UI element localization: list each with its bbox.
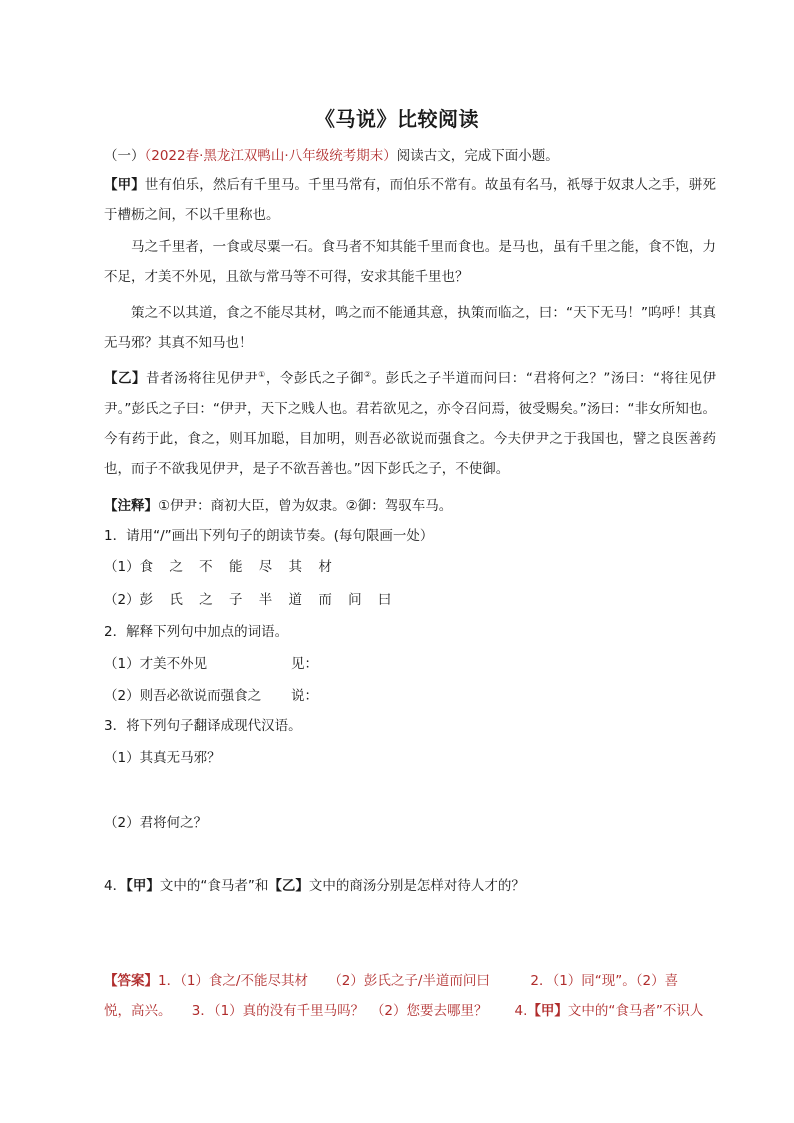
answer-tag: 【答案】	[104, 973, 158, 989]
jia-text-1: 世有伯乐，然后有千里马。千里马常有，而伯乐不常有。故虽有名马，祇辱于奴隶人之手，骈死于槽枥之间，不以千里称也。	[104, 177, 717, 223]
answer-text-2b: 文中的“食马者”不识人	[567, 1003, 704, 1019]
question-4-stem	[104, 876, 525, 896]
instruction-text: 阅读古文，完成下面小题。	[396, 148, 559, 164]
answer-line-1	[104, 966, 716, 996]
jia-text-2: 马之千里者，一食或尽粟一石。食马者不知其能千里而食也。是马也，虽有千里之能，食不饱，力不足，才美不外见，且欲与常马等不可得，安求其能千里也？	[104, 239, 716, 285]
note-line	[104, 496, 452, 516]
answer-text-1: 1．（1）食之/不能尽其材 （2）彭氏之子/半道而问曰 2．（1）同“现”。（2）喜	[158, 973, 679, 989]
answer-line-2	[104, 996, 716, 1026]
yi-text-a: 昔者汤将往见伊尹	[146, 370, 259, 387]
question-2-item-1	[104, 654, 207, 674]
yi-text-b: ，令彭氏之子御	[265, 370, 364, 387]
q4-yi-tag: 【乙】	[268, 878, 309, 894]
jia-tag: 【甲】	[104, 177, 145, 193]
note-text: ①伊尹：商初大臣，曾为奴隶。②御：驾驭车马。	[158, 498, 453, 514]
question-3-item-1: （1）其真无马邪？	[104, 750, 221, 766]
source-label: （2022春·黑龙江双鸭山·八年级统考期末）	[144, 148, 397, 164]
item-number: （2）	[104, 592, 140, 608]
question-3-stem: 3．将下列句子翻译成现代汉语。	[104, 718, 302, 734]
question-1-sentence-2	[104, 590, 397, 610]
question-number: 4．	[104, 878, 127, 894]
q4-text-mid: 文中的“食马者”和	[159, 878, 269, 894]
q4-jia-tag: 【甲】	[126, 878, 160, 894]
note-tag: 【注释】	[104, 498, 158, 514]
footnote-2-marker: ②	[363, 370, 372, 379]
section-number: （一）	[104, 148, 145, 164]
q2-word-1: 见：	[291, 656, 318, 672]
question-1-sentence-1	[104, 557, 338, 577]
jia-paragraph-1	[104, 170, 716, 230]
yi-tag: 【乙】	[104, 370, 147, 387]
question-3-item-2: （2）君将何之？	[104, 815, 208, 831]
q2-sentence-1: （1）才美不外见	[104, 656, 208, 672]
question-2-stem: 2．解释下列句中加点的词语。	[104, 624, 289, 640]
jia-paragraph-2	[104, 232, 716, 292]
page-title: 《马说》比较阅读	[315, 107, 479, 131]
q4-text-end: 文中的商汤分别是怎样对待人才的？	[308, 878, 525, 894]
question-1-stem: 1．请用“/”画出下列句子的朗读节奏。(每句限画一处）	[104, 528, 434, 544]
answer-jia-tag: 【甲】	[527, 1003, 568, 1019]
jia-paragraph-3	[104, 298, 716, 358]
jia-text-3: 策之不以其道，食之不能尽其材，鸣之而不能通其意，执策而临之，曰：“天下无马！”呜呼！其真无马邪？其真不知马也！	[104, 305, 716, 351]
question-2-item-2	[104, 686, 261, 706]
answer-block	[104, 966, 716, 1026]
q2-word-2: 说：	[291, 688, 318, 704]
answer-text-2a: 悦，高兴。 3．（1）真的没有千里马吗？ （2）您要去哪里？ 4.	[104, 1003, 528, 1019]
item-number: （1）	[104, 559, 140, 575]
yi-paragraph	[104, 360, 716, 484]
rhythm-sentence-1: 食 之 不 能 尽 其 材	[139, 559, 338, 575]
q2-sentence-2: （2）则吾必欲说而强食之	[104, 688, 262, 704]
yi-text-c: 。彭氏之子半道而问曰：“君将何之？”汤曰：“将往见伊尹。”彭氏之子曰：“伊尹，天下之贱人也。君若欲见之，亦令召问焉，彼受赐矣。”汤曰：“非女所知也。今有药于此，食之，则耳加聪，目加明，则吾必欲说而强食之。今夫伊尹之于我国也，譬之良医善药也，而子不欲我见伊尹，是子不欲吾善也。”因下彭氏之子，不使御。	[104, 370, 717, 477]
footnote-1-marker: ①	[258, 370, 266, 379]
intro-line	[104, 146, 559, 166]
rhythm-sentence-2: 彭 氏 之 子 半 道 而 问 曰	[139, 592, 398, 608]
